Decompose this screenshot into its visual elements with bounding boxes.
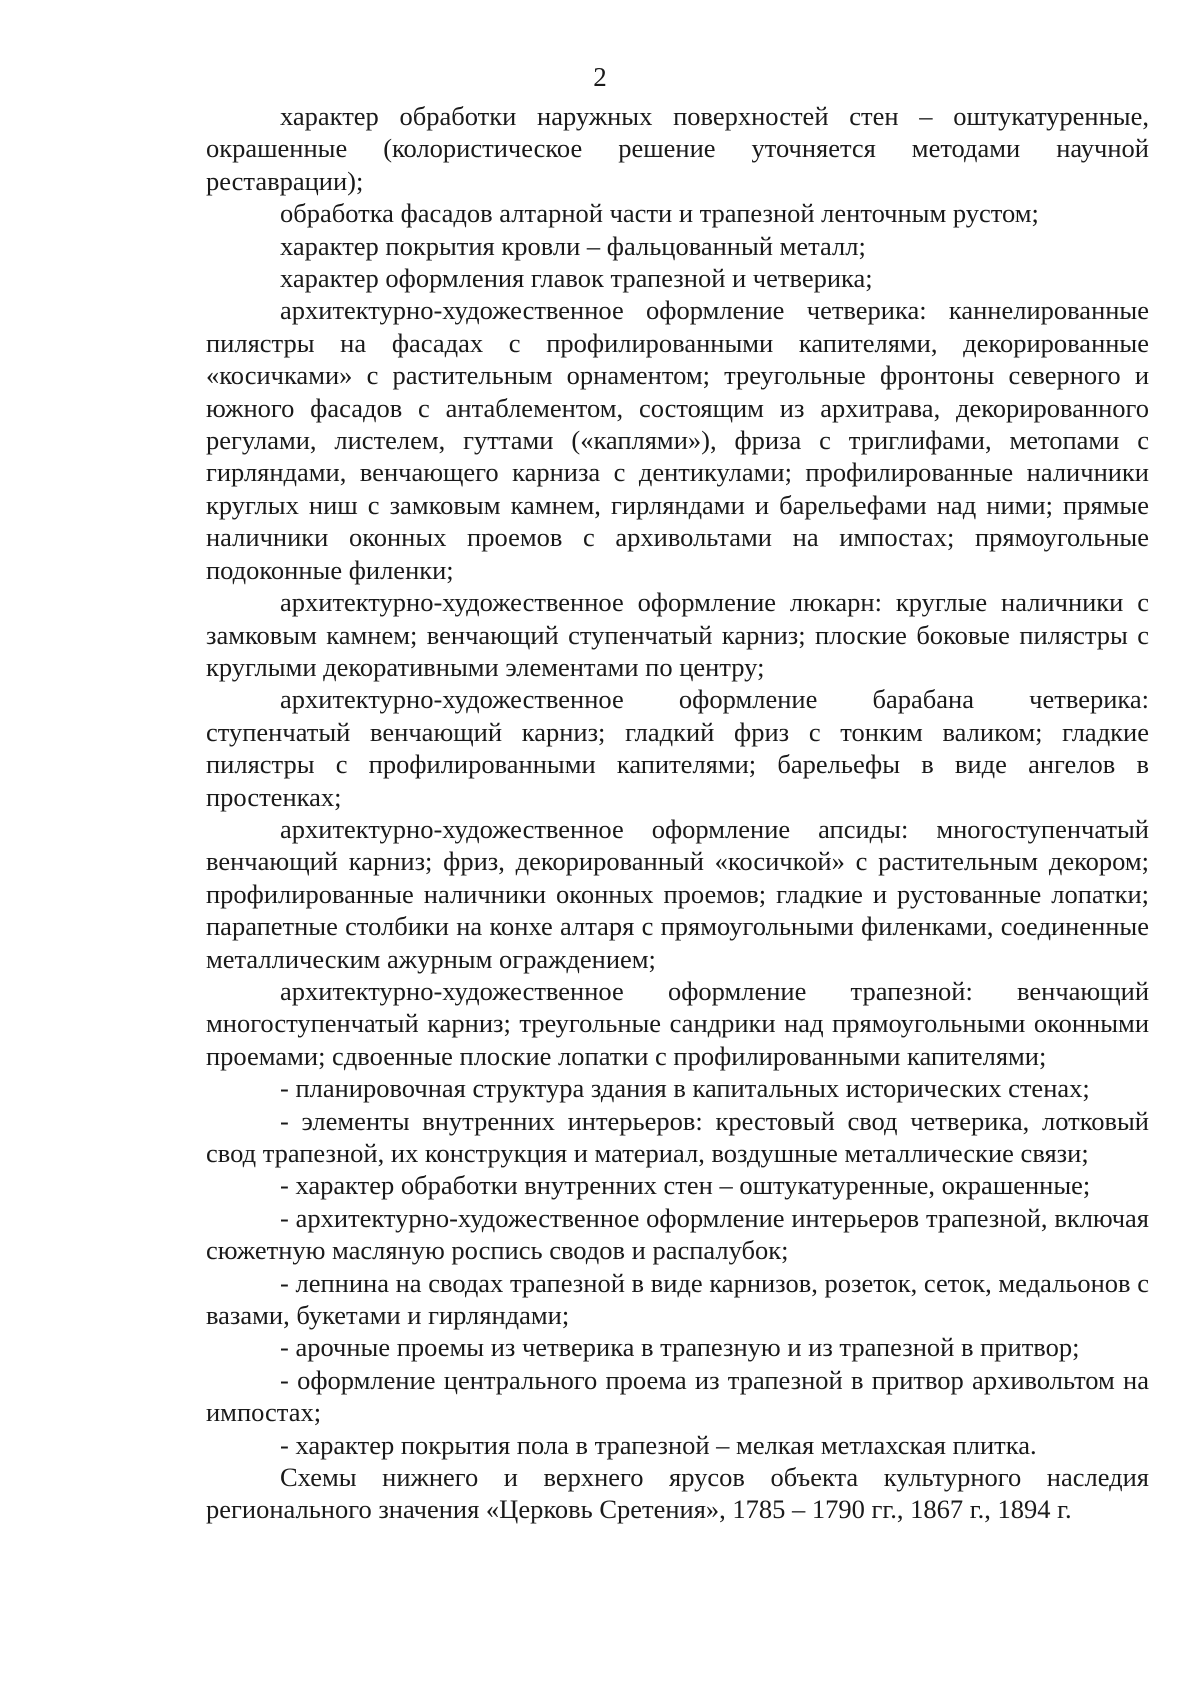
list-item-stucco: - лепнина на сводах трапезной в виде карнизов, розеток, сеток, медальонов с вазами, букетами и гирляндами;: [206, 1267, 1149, 1331]
list-item-interior-walls: - характер обработки внутренних стен – оштукатуренные, окрашенные;: [280, 1170, 1091, 1201]
list-item-central-opening: - оформление центрального проема из трапезной в притвор архивольтом на импостах;: [206, 1364, 1149, 1428]
paragraph-domes: характер оформления главок трапезной и четверика;: [280, 263, 873, 294]
document-body: [206, 100, 1149, 1526]
paragraph-drum-decoration: архитектурно-художественное оформление барабана четверика: ступенчатый венчающий карниз; гладкий фриз с тонким валиком; гладкие пилястры с профилированными капителями; барельефы в виде ангелов в простенках;: [206, 684, 1149, 812]
list-item-interior-decoration: - архитектурно-художественное оформление интерьеров трапезной, включая сюжетную масляную роспись сводов и распалубок;: [206, 1202, 1149, 1266]
paragraph-lucarne-decoration: архитектурно-художественное оформление люкарн: круглые наличники с замковым камнем; венчающий ступенчатый карниз; плоские боковые пилястры с круглыми декоративными элементами по центру;: [206, 587, 1149, 682]
list-item-planning-structure: - планировочная структура здания в капитальных исторических стенах;: [280, 1073, 1090, 1104]
paragraph-schemes: Схемы нижнего и верхнего ярусов объекта культурного наследия регионального значения «Церковь Сретения», 1785 – 1790 гг., 1867 г., 1894 г.: [206, 1462, 1149, 1525]
page-number: 2: [593, 62, 607, 92]
paragraph-refectory-decoration: архитектурно-художественное оформление трапезной: венчающий многоступенчатый карниз; треугольные сандрики над прямоугольными оконными проемами; сдвоенные плоские лопатки с профилированными капителями;: [206, 975, 1149, 1071]
list-item-arched-openings: - арочные проемы из четверика в трапезную и из трапезной в притвор;: [280, 1332, 1080, 1363]
paragraph-roof-covering: характер покрытия кровли – фальцованный металл;: [280, 230, 866, 261]
paragraph-facade-rustication: обработка фасадов алтарной части и трапезной ленточным рустом;: [280, 198, 1039, 229]
list-item-floor-covering: - характер покрытия пола в трапезной – мелкая метлахская плитка.: [280, 1429, 1037, 1460]
paragraph-chetverik-decoration: архитектурно-художественное оформление четверика: каннелированные пилястры на фасадах с профилированными капителями, декорированные «косичками» с растительным орнаментом; треугольные фронтоны северного и южного фасадов с антаблементом, состоящим из архитрава, декорированного регулами, листелем, гуттами («каплями»), фриза с триглифами, метопами с гирляндами, венчающего карниза с дентикулами; профилированные наличники круглых ниш с замковым камнем, гирляндами и барельефами над ними; прямые наличники оконных проемов с архивольтами на импостах; прямоугольные подоконные филенки;: [206, 295, 1149, 585]
paragraph-exterior-walls: характер обработки наружных поверхностей стен – оштукатуренные, окрашенные (колористическое решение уточняется методами научной реставрации);: [206, 101, 1149, 196]
paragraph-apse-decoration: архитектурно-художественное оформление апсиды: многоступенчатый венчающий карниз; фриз, декорированный «косичкой» с растительным декором; профилированные наличники оконных проемов; гладкие и рустованные лопатки; парапетные столбики на конхе алтаря с прямоугольными филенками, соединенные металлическим ажурным ограждением;: [206, 813, 1149, 974]
list-item-interior-elements: - элементы внутренних интерьеров: крестовый свод четверика, лотковый свод трапезной, их конструкция и материал, воздушные металлические связи;: [206, 1105, 1149, 1168]
